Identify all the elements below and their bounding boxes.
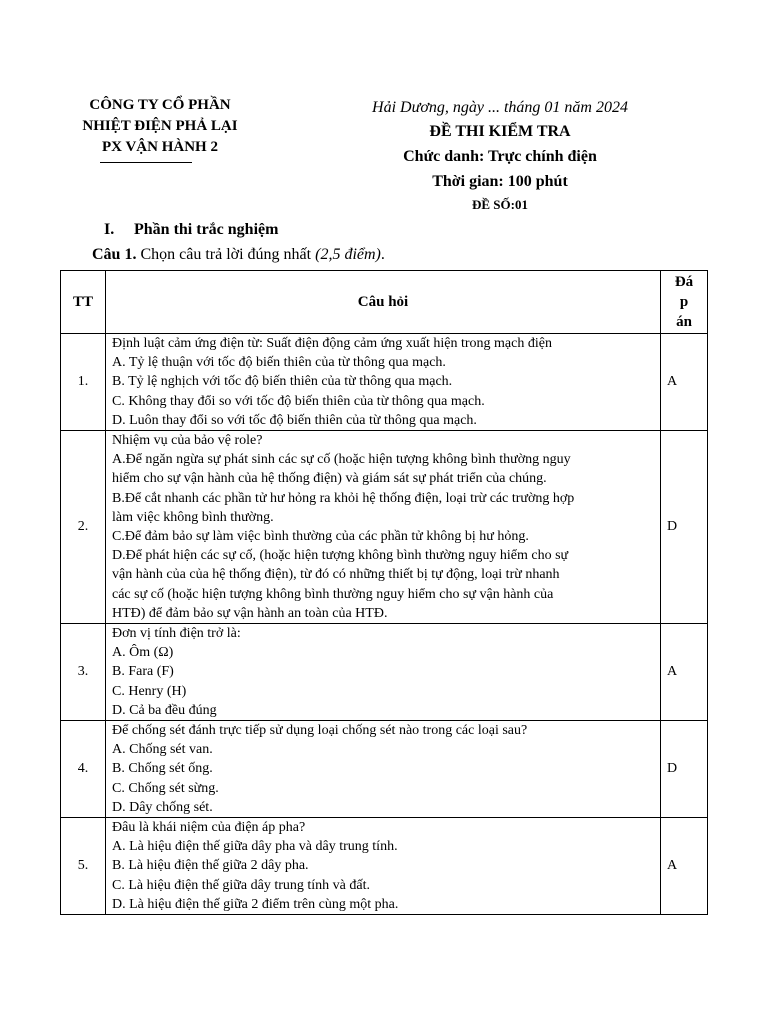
correct-answer: A [661, 624, 708, 721]
answer-option: B. Tỷ lệ nghịch với tốc độ biến thiên của từ thông qua mạch. [112, 374, 453, 390]
question-stem: Định luật cảm ứng điện từ: Suất điện động cảm ứng xuất hiện trong mạch điện [112, 336, 552, 351]
answer-option: D.Để phát hiện các sự cố, (hoặc hiện tượng không bình thường nguy hiểm cho sự [112, 548, 569, 564]
question-label: Câu 1. [92, 246, 137, 263]
organization-block [40, 95, 280, 158]
row-number: 5. [61, 818, 106, 915]
answer-option: A. Chống sét van. [112, 742, 213, 758]
question-cell [106, 431, 661, 624]
date-line: Hải Dương, ngày ... tháng 01 năm 2024 [372, 99, 628, 116]
answer-option: vận hành của của hệ thống điện), từ đó có những thiết bị tự động, loại trừ nhanh [112, 567, 560, 583]
correct-answer: A [661, 818, 708, 915]
header-answer-line2: p [679, 294, 689, 310]
answer-option: HTĐ) để đảm bảo sự vận hành an toàn của HTĐ. [112, 605, 388, 621]
question-cell [106, 818, 661, 915]
answer-option: các sự cố (hoặc hiện tượng không bình thường nguy hiểm cho sự vận hành của [112, 586, 554, 602]
exam-title: ĐỀ THI KIỂM TRA [429, 123, 571, 140]
org-name-line2: NHIỆT ĐIỆN PHẢ LẠI [82, 118, 238, 134]
answer-option: D. Luôn thay đổi so với tốc độ biến thiên của từ thông qua mạch. [112, 412, 477, 428]
question-end: . [380, 246, 385, 263]
row-number: 1. [61, 334, 106, 431]
answer-option: B. Là hiệu điện thế giữa 2 dây pha. [112, 858, 309, 874]
header-tt: TT [61, 271, 106, 334]
question-instruction [92, 246, 385, 264]
org-department: PX VẬN HÀNH 2 [102, 139, 218, 155]
exam-header [290, 97, 710, 216]
header-answer [661, 271, 708, 334]
answer-option: D. Là hiệu điện thế giữa 2 điểm trên cùng một pha. [112, 896, 399, 912]
question-cell [106, 334, 661, 431]
row-number: 4. [61, 721, 106, 818]
row-number: 3. [61, 624, 106, 721]
header-answer-line1: Đá [674, 274, 694, 290]
duration-line: Thời gian: 100 phút [432, 173, 568, 190]
answer-option: làm việc không bình thường. [112, 509, 274, 525]
answer-option: B.Để cắt nhanh các phần tử hư hỏng ra khỏi hệ thống điện, loại trừ các trường hợp [112, 490, 575, 506]
section-title: Phần thi trắc nghiệm [134, 221, 279, 238]
question-cell [106, 624, 661, 721]
answer-option: D. Dây chống sét. [112, 799, 213, 815]
question-stem: Đơn vị tính điện trở là: [112, 626, 241, 642]
answer-option: A.Để ngăn ngừa sự phát sinh các sự cố (hoặc hiện tượng không bình thường nguy [112, 452, 571, 468]
table-row [61, 624, 708, 721]
org-name-line1: CÔNG TY CỔ PHẦN [89, 97, 231, 113]
answer-option: B. Fara (F) [112, 664, 174, 680]
answer-option: A. Ôm (Ω) [112, 645, 174, 661]
answer-option: C. Henry (H) [112, 683, 187, 699]
header-question: Câu hỏi [106, 271, 661, 334]
answer-option: A. Tỷ lệ thuận với tốc độ biến thiên của từ thông qua mạch. [112, 355, 446, 371]
correct-answer: D [661, 721, 708, 818]
answer-option: C. Chống sét sừng. [112, 780, 219, 796]
question-points: (2,5 điểm) [315, 246, 381, 263]
question-text: Chọn câu trả lời đúng nhất [136, 246, 316, 263]
header-answer-line3: án [676, 314, 692, 330]
answer-option: B. Chống sét ống. [112, 761, 213, 777]
quiz-table [60, 270, 708, 915]
org-underline [100, 162, 192, 163]
exam-code: ĐỀ SỐ:01 [472, 197, 528, 212]
question-stem: Để chống sét đánh trực tiếp sử dụng loại chống sét nào trong các loại sau? [112, 723, 528, 739]
answer-option: C. Là hiệu điện thế giữa dây trung tính và đất. [112, 877, 370, 893]
table-row [61, 721, 708, 818]
answer-option: hiểm cho sự vận hành của hệ thống điện) và giám sát sự phát triển của chúng. [112, 471, 547, 487]
correct-answer: A [661, 334, 708, 431]
section-heading [104, 221, 278, 239]
role-line: Chức danh: Trực chính điện [403, 148, 597, 165]
answer-option: D. Cả ba đều đúng [112, 702, 217, 718]
answer-option: C. Không thay đổi so với tốc độ biến thiên của từ thông qua mạch. [112, 393, 485, 409]
row-number: 2. [61, 431, 106, 624]
question-stem: Nhiệm vụ của bảo vệ role? [112, 433, 263, 449]
table-header-row [61, 271, 708, 334]
table-row [61, 431, 708, 624]
question-stem: Đâu là khái niệm của điện áp pha? [112, 820, 306, 836]
question-cell [106, 721, 661, 818]
table-row [61, 334, 708, 431]
section-number: I. [104, 221, 115, 238]
correct-answer: D [661, 431, 708, 624]
answer-option: C.Để đảm bảo sự làm việc bình thường của các phần tử không bị hư hỏng. [112, 529, 529, 545]
table-row [61, 818, 708, 915]
answer-option: A. Là hiệu điện thế giữa dây pha và dây trung tính. [112, 839, 398, 855]
